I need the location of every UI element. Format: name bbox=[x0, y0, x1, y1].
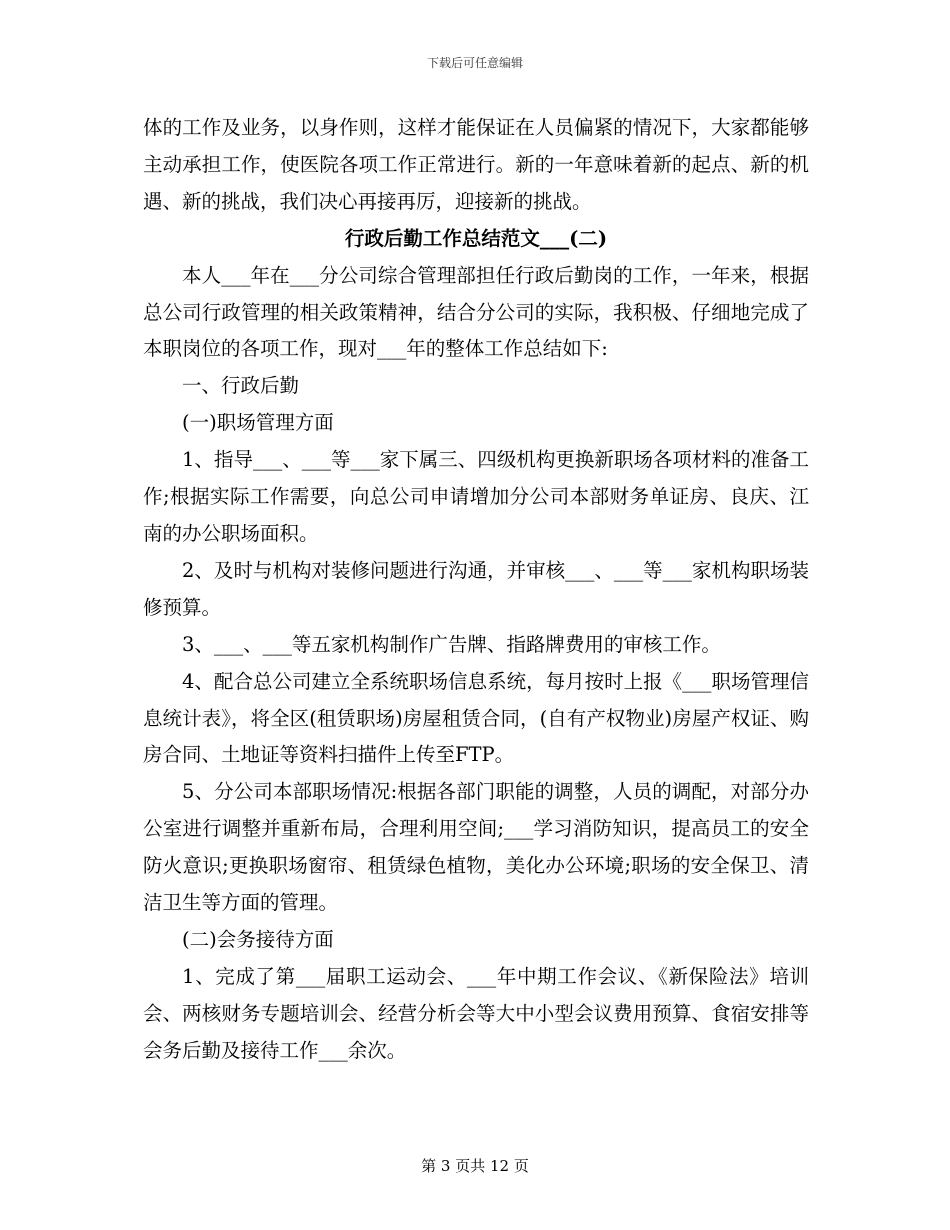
page-number-footer: 第 3 页共 12 页 bbox=[421, 1157, 529, 1175]
continuation-paragraph: 体的工作及业务，以身作则，这样才能保证在人员偏紧的情况下，大家都能够主动承担工作，使医院各项工作正常进行。新的一年意味着新的起点、新的机遇、新的挑战，我们决心再接再厉，迎接新的挑战。 bbox=[143, 116, 809, 213]
paragraph: 本人___年在___分公司综合管理部担任行政后勤岗的工作，一年来，根据总公司行政管理的相关政策精神，结合分公司的实际，我积极、仔细地完成了本职岗位的各项工作，现对___年的整体工作总结如下: bbox=[143, 263, 809, 361]
list-item: 1、完成了第___届职工运动会、___年中期工作会议、《新保险法》培训会、两核财务专题培训会、经营分析会等大中小型会议费用预算、食宿安排等会务后勤及接待工作___余次。 bbox=[143, 964, 809, 1062]
heading-level-2: (一)职场管理方面 bbox=[182, 411, 334, 435]
list-item: 1、指导___、___等___家下属三、四级机构更换新职场各项材料的准备工作;根据实际工作需要，向总公司申请增加分公司本部财务单证房、良庆、江南的办公职场面积。 bbox=[143, 448, 809, 545]
heading-level-1: 一、行政后勤 bbox=[182, 374, 300, 398]
section-title: 行政后勤工作总结范文___(二) bbox=[344, 226, 608, 250]
header-note: 下载后可任意编辑 bbox=[426, 56, 523, 70]
list-item: 3、___、___等五家机构制作广告牌、指路牌费用的审核工作。 bbox=[182, 632, 721, 656]
list-item: 2、及时与机构对装修问题进行沟通，并审核___、___等___家机构职场装修预算。 bbox=[143, 558, 809, 619]
list-item: 4、配合总公司建立全系统职场信息系统，每月按时上报《___职场管理信息统计表》，将全区(租赁职场)房屋租赁合同，(自有产权物业)房屋产权证、购房合同、土地证等资料扫描件上传至FTP。 bbox=[143, 669, 809, 767]
list-item: 5、分公司本部职场情况:根据各部门职能的调整，人员的调配，对部分办公室进行调整并重新布局，合理利用空间;___学习消防知识，提高员工的安全防火意识;更换职场窗帘、租赁绿色植物，美化办公环境;职场的安全保卫、清洁卫生等方面的管理。 bbox=[143, 780, 809, 915]
document-body bbox=[143, 110, 809, 1070]
heading-level-2: (二)会务接待方面 bbox=[182, 927, 334, 951]
